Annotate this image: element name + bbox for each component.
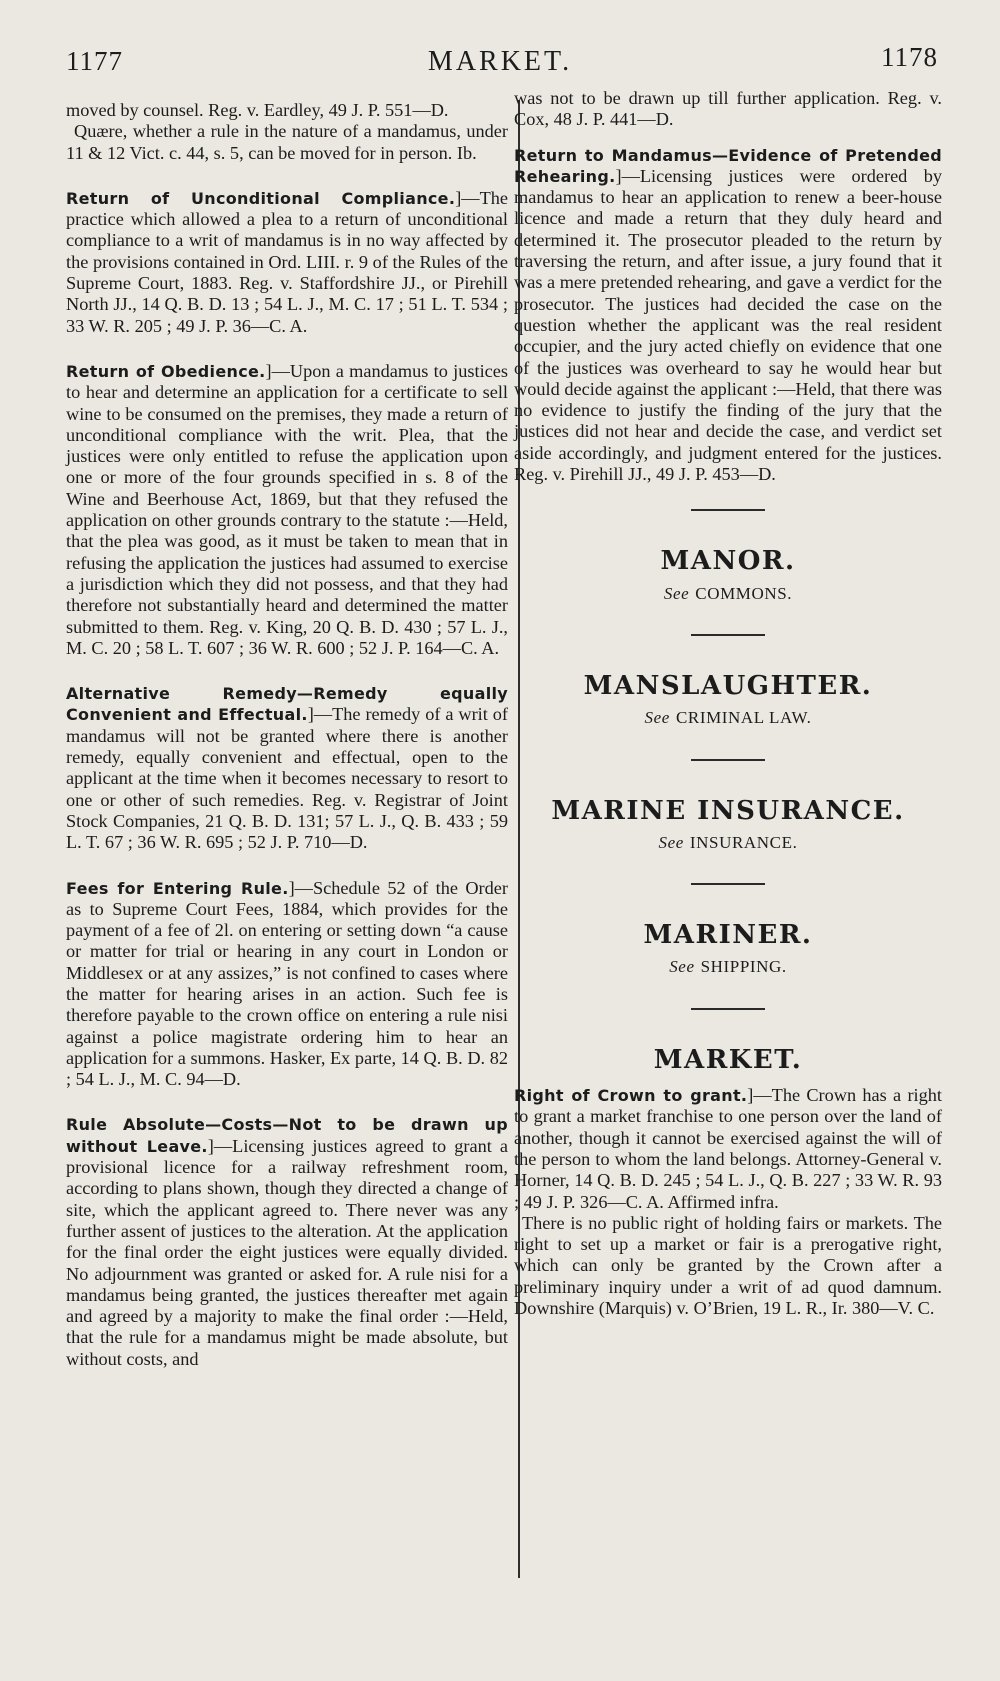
entry-heading: Right of Crown to grant.	[514, 1086, 748, 1106]
see-word: See	[663, 583, 690, 603]
see-word: See	[658, 832, 684, 852]
entry-text: ]—The practice which allowed a plea to a return of unconditional compliance to a writ of mandamus is in no way affected by the provisions contained in Ord. LIII. r. 9 of the Rules of the Supreme Court, 1883. Reg. v. Staffordshire JJ., or Pirehill North JJ., 14 Q. B. D. 13 ; 54 L. J., M. C. 17 ; 51 L. T. 534 ; 33 W. R. 205 ; 49 J. P. 36—C. A.	[66, 187, 508, 336]
paragraph-continued: was not to be drawn up till further application. Reg. v. Cox, 48 J. P. 441—D.	[514, 88, 942, 130]
section-divider	[691, 1008, 765, 1010]
entry-text: ]—Schedule 52 of the Order as to Supreme Court Fees, 1884, which provides for the payment of a fee of 2l. on entering or setting down “a cause or matter for trial or hearing in any court in London or Middlesex or at any assizes,” is not confined to cases where the matter for hearing arises in an action. Such fee is therefore payable to the crown office on entering a rule nisi against a police magistrate ordering him to hear an application for a summons. Hasker, Ex parte, 14 Q. B. D. 82 ; 54 L. J., M. C. 94—D.	[66, 877, 508, 1090]
see-reference-manslaughter	[514, 707, 942, 728]
entry-heading: Return of Obedience.	[66, 361, 266, 381]
right-column	[514, 88, 942, 1319]
entry-right-of-crown	[514, 1085, 942, 1213]
entry-unconditional-compliance	[66, 188, 508, 337]
section-divider	[691, 634, 765, 636]
running-title: MARKET.	[427, 46, 573, 77]
entry-rule-absolute-costs	[66, 1114, 508, 1370]
section-title-marine-insurance: MARINE INSURANCE.	[551, 795, 905, 826]
entry-return-to-mandamus	[514, 145, 942, 486]
see-word: See	[644, 708, 670, 728]
see-target: SHIPPING.	[700, 957, 787, 977]
see-reference-marine-insurance	[514, 832, 942, 853]
page-number-left: 1177	[66, 46, 123, 76]
see-target: CRIMINAL LAW.	[675, 708, 812, 728]
entry-text: ]—The Crown has a right to grant a market franchise to one person over the land of another, though it cannot be exercised against the will of the person to whom the land belongs. Attorney-General v. Horner, 14 Q. B. D. 245 ; 54 L. J., Q. B. 227 ; 33 W. R. 93 ; 49 J. P. 326—C. A. Affirmed infra.	[514, 1085, 942, 1212]
paragraph-quaere: Quære, whether a rule in the nature of a mandamus, under 11 & 12 Vict. c. 44, s. 5, can be moved for in person. Ib.	[66, 121, 508, 163]
section-divider	[691, 883, 765, 885]
see-target: INSURANCE.	[689, 832, 798, 852]
paragraph-no-public-right: There is no public right of holding fairs or markets. The right to set up a market or fair is a prerogative right, which can only be granted by the Crown after a preliminary inquiry under a writ of ad quod damnum. Downshire (Marquis) v. O’Brien, 19 L. R., Ir. 380—V. C.	[514, 1212, 942, 1318]
see-reference-manor	[514, 583, 942, 604]
entry-alternative-remedy	[66, 683, 508, 853]
page-number-right: 1178	[881, 42, 938, 72]
entry-return-of-obedience	[66, 361, 508, 659]
section-title-manslaughter: MANSLAUGHTER.	[583, 670, 873, 701]
see-reference-mariner	[514, 956, 942, 977]
section-title-market: MARKET.	[653, 1044, 803, 1075]
see-target: COMMONS.	[695, 583, 793, 603]
section-divider	[691, 509, 765, 511]
entry-heading: Return of Unconditional Compliance.	[66, 188, 456, 208]
entry-heading: Fees for Entering Rule.	[66, 878, 289, 898]
section-title-mariner: MARINER.	[643, 920, 813, 951]
entry-fees-for-entering-rule	[66, 878, 508, 1091]
entry-text: ]—The remedy of a writ of mandamus will not be granted where there is another remedy, equally convenient and effectual, open to the applicant at the time when it becomes necessary to resort to one or other of such remedies. Reg. v. Registrar of Joint Stock Companies, 21 Q. B. D. 131; 57 L. J., Q. B. 433 ; 59 L. T. 67 ; 36 W. R. 695 ; 52 J. P. 710—D.	[66, 704, 508, 853]
section-divider	[691, 759, 765, 761]
entry-text: ]—Licensing justices agreed to grant a provisional licence for a railway refreshment room, according to plans shown, though they directed a change of site, which the applicant agreed to. There never was any further assent of justices to the alteration. At the application for the final order the eight justices were equally divided. No adjournment was granted or asked for. A rule nisi for a mandamus being granted, the justices thereafter met again and agreed by a majority to make the final order :—Held, that the rule for a mandamus might be made absolute, but without costs, and	[66, 1135, 508, 1369]
left-column	[66, 100, 508, 1370]
entry-text: ]—Licensing justices were ordered by mandamus to hear an application to renew a beer-house licence and made a return that they duly heard and determined it. The prosecutor pleaded to the return by traversing the return, and after issue, a jury found that it was a mere pretended rehearing, and gave a verdict for the prosecutor. The justices had decided the case on the question whether the applicant was the real resident occupier, and the jury acted chiefly on evidence that one of the justices was overheard to say he would hear but would decide against the applicant :—Held, that there was no evidence to justify the finding of the jury that the justices did not hear and decide the case, and verdict set aside accordingly, and judgment entered for the justices. Reg. v. Pirehill JJ., 49 J. P. 453—D.	[514, 165, 942, 485]
entry-heading: Return to Mandamus—Evidence of Pretended Rehearing.	[514, 145, 942, 186]
entry-text: ]—Upon a mandamus to justices to hear and determine an application for a certificate to sell wine to be consumed on the premises, they made a return of unconditional compliance with the writ. Plea, that the justices were only entitled to refuse the application upon one or more of the four grounds specified in s. 8 of the Wine and Beerhouse Act, 1869, but that they refused the application on other grounds contrary to the statute :—Held, that the plea was good, as it must be taken to mean that in refusing the application the justices had assumed to exercise a jurisdiction which they did not possess, and that they had therefore not substantially heard and determined the matter submitted to them. Reg. v. King, 20 Q. B. D. 430 ; 57 L. J., M. C. 20 ; 58 L. T. 607 ; 36 W. R. 600 ; 52 J. P. 164—C. A.	[66, 360, 508, 658]
see-word: See	[669, 957, 695, 977]
section-title-manor: MANOR.	[660, 546, 796, 577]
entry-heading: Rule Absolute—Costs—Not to be drawn up without Leave.	[66, 1115, 508, 1156]
paragraph-continued: moved by counsel. Reg. v. Eardley, 49 J. P. 551—D.	[66, 100, 449, 120]
entry-heading: Alternative Remedy—Remedy equally Convenient and Effectual.	[66, 684, 508, 725]
